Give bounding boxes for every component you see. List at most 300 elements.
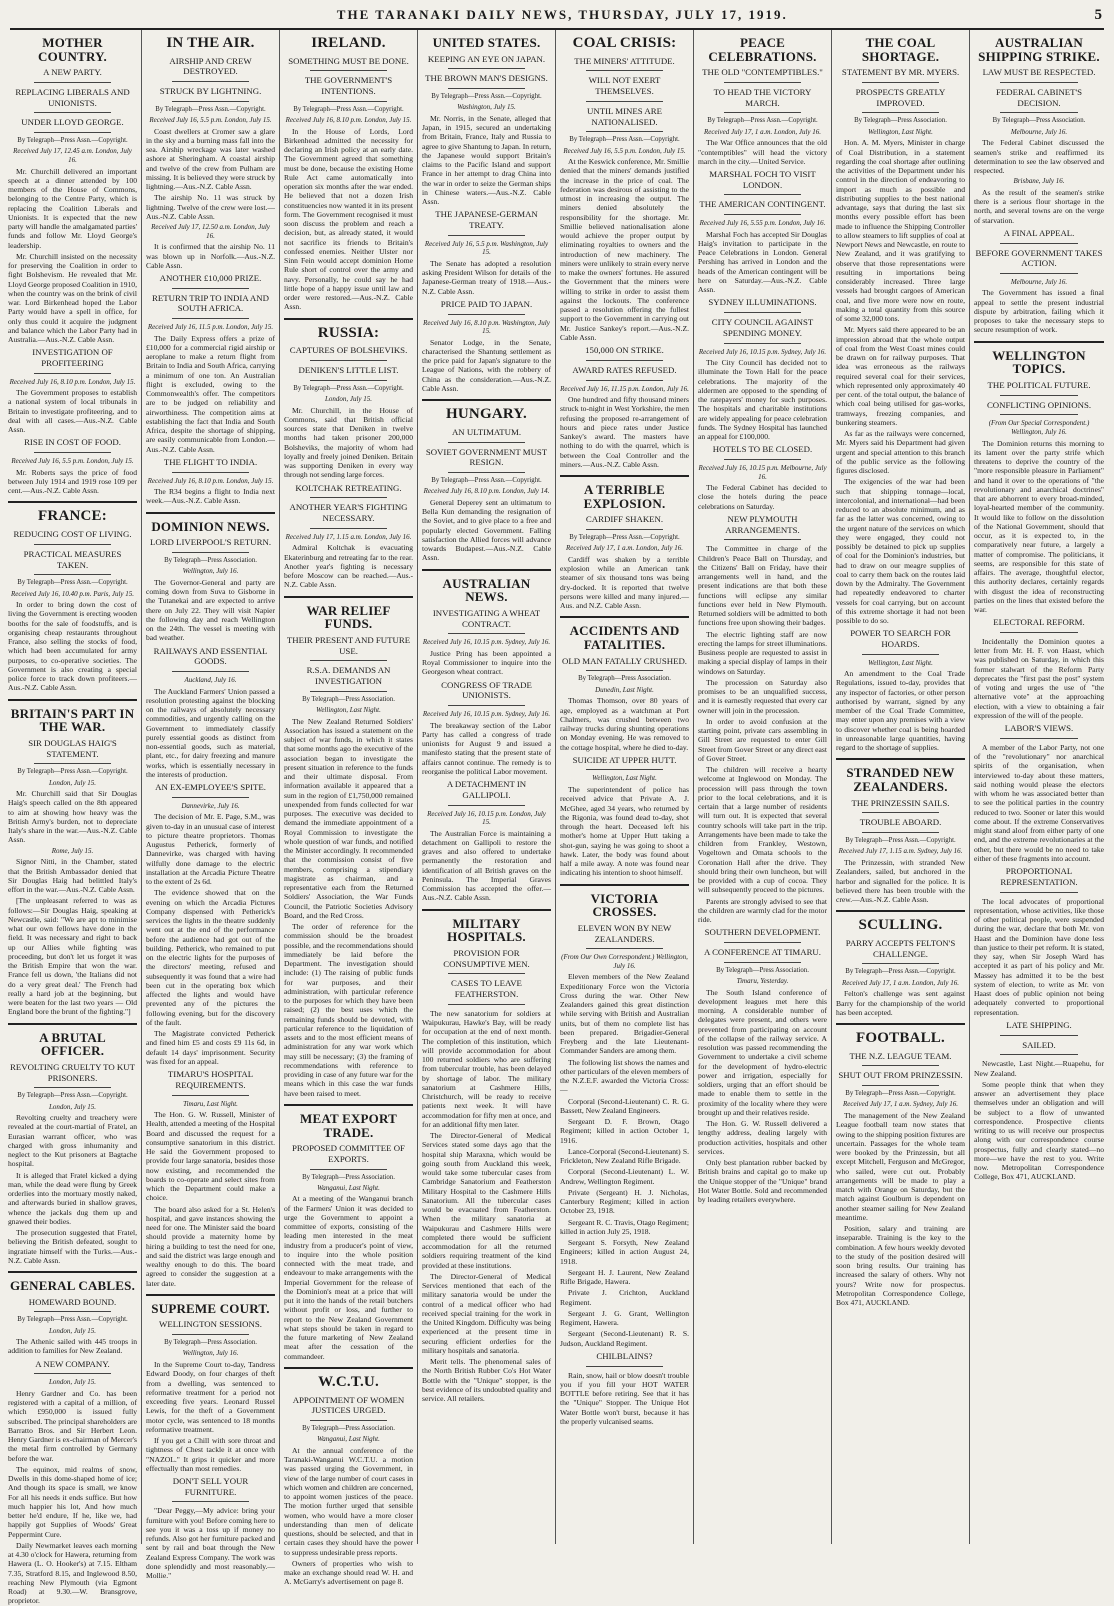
article-paragraph: The Committee in charge of the Children's Peace Ball on Thursday, and the Citizens' Ball on Friday, have their arrangements well in hand, and the present indications are that both these functions will eclipse any similar functions ever held in New Plymouth. Returned soldiers will be admitted to both functions free upon showing their badges. (698, 544, 827, 628)
subhead-rule (586, 101, 663, 102)
dateline: Auckland, July 16. (184, 676, 237, 685)
subhead-rule (448, 633, 525, 634)
masthead (10, 2, 1104, 30)
wire-credit: By Telegraph—Press Assn.—Copyright. (155, 105, 266, 113)
subhead-rule (724, 194, 801, 195)
subhead-rule (172, 552, 249, 553)
subhead-rule (34, 1087, 111, 1088)
subheading: A FINAL APPEAL. (1003, 227, 1075, 238)
section-headline: IN THE AIR. (166, 35, 255, 51)
subheading: AN ULTIMATUM. (451, 426, 522, 437)
article-paragraph: The Hon. G. W. Russell delivered a lengthy address, dealing largely with production activities, hospitals and other services. (698, 1119, 827, 1156)
subhead-rule (448, 88, 525, 89)
section-headline: FRANCE: (38, 508, 107, 525)
dateline: Received July 16, 10.15 p.m. Melbourne, July 16. (698, 464, 827, 481)
section-divider (422, 909, 551, 911)
article-paragraph: Mr. Myers said there appeared to be an impression abroad that the whole output of coal from the West Coast mines could be drawn on for railway purposes. That idea was erroneous as the railways required several coal for their services, which represented only approximately 40 per cent. of the total output, the balance of which coal being utilised for gas-works, tramways, freezing companies, and bunkering steamers. (836, 325, 965, 427)
section-divider (560, 475, 689, 477)
article-paragraph: Some people think that when they answer an advertisement they place themselves under an obligation and will be subject to a flow of unwanted correspondence. Prospective clients writing to us will receive our prospectus along with our correspondence course prospectus, fully and clearly stated—no more—we have the rest to you. Write now. Metropolitan Correspondence College, Box 471, AUCKLAND. (974, 1079, 1104, 1182)
subheading: SOUTHERN DEVELOPMENT. (704, 927, 821, 938)
article-paragraph: The Senate has adopted a resolution asking President Wilson for details of the Japanese-German treaty of 1918.—Aus.-N.Z. Cable Assn. (422, 258, 551, 296)
subhead-rule (1000, 395, 1078, 396)
article-paragraph: Hon. A. M. Myers, Minister in charge of Coal Distribution, in a statement regarding the coal shortage after outlining the activities of the Department under his control in the direction of endeavoring to import as much as possible and distributing supplies to the best national advantage, says that during the last six months every possible effort has been made to influence the Shipping Controller to allow steamers to lift supplies of coal at Newport News and Newcastle, en route to New Zealand, and it was gratifying to observe that those representations were resulting in importations being considerably increased. Three large vessels had brought cargoes of American coal, and five more were now en route, making a total quantity from this source of some 32,000 tons. (836, 138, 965, 323)
dateline: Wellington, Last Night. (592, 774, 657, 783)
subhead-rule (1000, 414, 1078, 415)
subhead-rule (34, 1311, 111, 1312)
dateline: Dannevirke, July 16. (181, 801, 240, 810)
subheading: HOMEWARD BOUND. (28, 1296, 117, 1307)
article-paragraph: The Daily Express offers a prize of £10,000 for a commercial rigid airship or aeroplane to make a return flight from Britain to India and South Africa, carrying a minimum of one ton. An Australian flight is excluded, owing to the Commonwealth's offer. The competitors are to be judged on reliability and airworthiness. The competition aims at establishing the fact that India and South Africa, despite the shortage of shipping, are easily communicable from London.—Aus.-N.Z. Cable Assn. (146, 333, 275, 454)
article-paragraph: The superintendent of police has received advice that Private A. J. McGhee, aged 34 years, who returned by the Rigonia, was found dead to-day, shot through the heart. Deceased left his mother's home at Upper Hutt taking a shot-gun, saying he was going to shoot a hawk. Later, the body was found about half a mile away. A note was found near indicating his intention to shoot himself. (560, 785, 689, 878)
subheading: LATE SHIPPING. (1006, 1019, 1072, 1030)
article-paragraph: The War Office announces that the old "contemptibles" will head the victory march in the city.—United Service. (698, 138, 827, 166)
subhead-rule (34, 112, 111, 113)
subhead-rule (448, 235, 525, 236)
article-paragraph: Private J. Crichton, Auckland Regiment. (560, 1288, 689, 1307)
wire-credit: By Telegraph—Press Assn.—Copyright. (17, 1092, 128, 1100)
subhead-rule (172, 101, 249, 102)
subheading: A DETACHMENT IN GALLIPOLI. (446, 779, 527, 800)
subhead-rule (310, 691, 387, 692)
wire-credit: By Telegraph—Press Assn.—Copyright. (17, 579, 128, 587)
dateline: Received July 16, 11.5 p.m. London, July 15. (147, 323, 274, 332)
article-paragraph: The R34 begins a flight to India next week.—Aus.-N.Z. Cable Assn. (146, 487, 275, 506)
section-headline: AUSTRALIAN SHIPPING STRIKE. (978, 35, 1100, 64)
wire-credit: By Telegraph—Press Association. (992, 117, 1086, 125)
article-paragraph: If you get a Chill with sore throat and tightness of Chest tackle it at once with "NAZOL." It grips it quicker and more effectually than most remedies. (146, 1436, 275, 1473)
subheading: THE FLIGHT TO INDIA. (163, 456, 258, 467)
dateline: Wellington, Last Night. (868, 658, 933, 667)
section-headline: UNITED STATES. (432, 35, 541, 50)
subheading: THE BROWN MAN'S DESIGNS. (425, 73, 548, 84)
dateline: Melbourne, July 16. (1010, 277, 1068, 286)
section-headline: STRANDED NEW ZEALANDERS. (846, 765, 955, 795)
subhead-rule (862, 1065, 939, 1066)
column-6 (694, 30, 832, 1544)
article-paragraph: The procession on Saturday also promises to be an unqualified success, and it is earnestly requested that every car owner will join in the procession. (698, 677, 827, 715)
article-paragraph: Sergeant D. F. Brown, Otago Regiment; killed in action October 1, 1916. (560, 1117, 689, 1145)
article-paragraph: Cardiff was shaken by a terrible explosion while an American tank steamer of six thousand tons was being dry-docked. It is reported that twelve persons were killed and many injured.—Aus. and N.Z. Cable Assn. (560, 554, 689, 611)
article-paragraph: The Government has issued a final appeal to settle the present industrial dispute by arbitration, failing which it proposes to take the necessary steps to secure resumption of work. (974, 288, 1104, 335)
subhead-rule (1000, 738, 1078, 739)
wire-credit: By Telegraph—Press Association. (302, 1173, 395, 1181)
subheading: A CONFERENCE AT TIMARU. (704, 947, 821, 958)
subhead-rule (172, 1095, 249, 1096)
article-paragraph: It is confirmed that the airship No. 11 was blown up in Norfolk.—Aus.-N.Z. Cable Assn. (146, 242, 275, 270)
dateline: Wellington, Last Night. (316, 706, 381, 715)
article-paragraph: The new sanatorium for soldiers at Waipukurau, Hawke's Bay, will be ready for occupation at the end of next month. The completion of this institution, which will provide accommodation for about 100 returned soldiers who are suffering from tubercular trouble, has been delayed by shortage of labor. The military sanatorium at Cashmere Hills, Christchurch, will be ready to receive patients next week. It will have accommodation for fifty men at once, and for an additional fifty men later. (422, 1008, 551, 1129)
dateline: Received July 17, 1 a.m. London, July 16. (565, 544, 684, 553)
section-divider (836, 758, 965, 760)
article-paragraph: The equinox, mid realms of snow, Dwells in this dome-shaped home of ice; And though its space is small, we know For all his needs it ends suffice. But how much happier his lot, And how much better he'd endure, If he, like we, had happily got Supplies of Woods' Great Peppermint Cure. (8, 1464, 137, 1539)
subhead-rule (310, 101, 387, 102)
subhead-rule (724, 343, 801, 344)
article-paragraph: Merit tells. The phenomenal sales of the North British Rubber Co's Hot Water Bottle with the "Unique" stopper, is the best evidence of its undoubted quality and service. All retailers. (422, 1357, 551, 1404)
subheading: CONGRESS OF TRADE UNIONISTS. (441, 679, 532, 701)
subhead-rule (172, 472, 249, 473)
section-headline: MOTHER COUNTRY. (38, 35, 107, 64)
dateline: Wanganui, Last Night. (317, 1435, 380, 1444)
subhead-rule (448, 805, 525, 806)
dateline: Received July 17, 1 a.m. London, July 16. (841, 978, 960, 987)
wire-credit: By Telegraph—Press Assn.—Copyright. (845, 1090, 956, 1098)
wire-credit: By Telegraph—Press Assn.—Copyright. (17, 137, 128, 145)
dateline: (From Our Special Correspondent.) Wellington, July 16. (988, 419, 1090, 436)
dateline: Timaru, Last Night. (183, 1099, 238, 1108)
article-paragraph: The Federal Cabinet has decided to close the hotels during the peace celebrations on Saturday. (698, 483, 827, 511)
article-paragraph: The Australian Force is maintaining a detachment on Gallipoli to restore the graves and also offered to undertake permanently the restoration and identification of all British graves on the Peninsula. The Imperial Graves Commission has accepted the offer.—Aus.-N.Z. Cable Assn. (422, 828, 551, 903)
subheading: INVESTIGATING A WHEAT CONTRACT. (432, 607, 541, 629)
subhead-rule (862, 112, 939, 113)
wire-credit: By Telegraph—Press Association. (716, 966, 809, 974)
dateline: London, July 15. (324, 395, 373, 404)
article-paragraph: The Auckland Farmers' Union passed a resolution protesting against the blocking on the railways of absolutely necessary commodities, and urgently calling on the Government to immediately classify purely essential goods as distinct from non-essential goods, such as material, plant, etc., for dairy freezing and manure works, which is essentially necessary in the interests of production. (146, 686, 275, 779)
article-paragraph: The evidence showed that on the evening on which the Arcadia Pictures Company dispensed with Petherick's services the lights in the theatre suddenly went out at the end of the performance before the audience had got out of the building. Petherick, who remained to put on the electric lights for the purposes of the directors' meeting, refused and subsequently it was found that a wire had been cut in the operating box which affected the lights and would have prevented any of the pictures the following evening, but for the discovery of the fault. (146, 888, 275, 1027)
subhead-rule (862, 82, 939, 83)
article-paragraph: [The unpleasant referred to was as follows:—Sir Douglas Haig, speaking at Newcastle, said: "We are apt to minimise what our own fellows have done in the field. It was necessary and right to back up our Allies while fighting was proceeding, but don't let us forget it was the British Empire that won the war. France fell us down, 'the Italians did not do a very great deal.' The French had really a hard job at the beginning, but were beaten for the last two years — Old England bore the brunt of the fighting."] (8, 896, 137, 1017)
subheading: SIR DOUGLAS HAIG'S STATEMENT. (28, 737, 117, 759)
section-headline: BRITAIN'S PART IN THE WAR. (10, 705, 135, 735)
section-divider (284, 596, 413, 598)
wire-credit: By Telegraph—Press Assn.—Copyright. (431, 93, 542, 101)
wire-credit: By Telegraph—Press Assn.—Copyright. (17, 1316, 128, 1324)
subheading: REDUCING COST OF LIVING. (13, 529, 132, 540)
dateline: Received July 16, 11.15 p.m. London, July 16. (560, 384, 689, 393)
dateline: Received July 16, 10.15 p.m. Sydney, July 16. (422, 638, 551, 647)
subhead-rule (724, 214, 801, 215)
dateline: Received July 17, 12.50 a.m. London, July 16. (151, 223, 270, 240)
section-headline: A TERRIBLE EXPLOSION. (583, 482, 666, 511)
section-headline: MEAT EXPORT TRADE. (300, 1110, 397, 1140)
subhead-rule (34, 132, 111, 133)
subhead-rule (172, 318, 249, 319)
article-paragraph: Daily Newmarket leaves each morning at 4.30 o'clock for Hawera, returning from Hawera (L. O. Hooker's) at 7.15. Eltham 7.35, Stratford 8.15, and Inglewood 8.50, reaching New Plymouth (via Egmont Road) at 9.30.—W. Bransgrove, proprietor. (8, 1540, 137, 1606)
article-paragraph: As the result of the seamen's strike there is a serious flour shortage in the north, and several towns are on the verge of starvation. (974, 187, 1104, 225)
article-paragraph: The Director-General of Medical Services mentioned that each of the military sanatoria would be under the control of a medical officer who had received special training for the work in the United Kingdom. Difficulty was being experienced at the present time in securing efficient orderlies for the military hospitals and sanatoria. (422, 1271, 551, 1355)
article-paragraph: Justice Pring has been appointed a Royal Commissioner to inquire into the Georgeson wheat contract. (422, 648, 551, 677)
dateline: Melbourne, July 16. (1010, 127, 1068, 136)
dateline: Received July 16, 10.15 p.m. Sydney, July 16. (698, 347, 827, 356)
wire-credit: By Telegraph—Press Assn.—Copyright. (569, 136, 680, 144)
section-divider (836, 1023, 965, 1025)
article-paragraph: Corporal (Second-Lieutenant) L. W. Andrew, Wellington Regiment. (560, 1167, 689, 1186)
dateline: London, July 15. (48, 1102, 97, 1111)
section-headline: MILITARY HOSPITALS. (447, 915, 526, 945)
subheading: AIRSHIP AND CREW DESTROYED. (169, 55, 252, 77)
dateline: London, July 15. (48, 1378, 97, 1387)
article-paragraph: "Dear Peggy,—My advice: bring your furniture with you! Before coming here to see you it was a toss up if money no refunds. Also got her furniture packed and sent by rail and boat through the New Zealand Express Company. The work was done splendidly and most reasonably.—Mollie." (146, 1506, 275, 1581)
dateline: Wellington, July 16. (182, 567, 239, 576)
subhead-rule (586, 529, 663, 530)
subhead-rule (862, 654, 939, 655)
section-divider (836, 910, 965, 912)
subhead-rule (172, 1501, 249, 1502)
subheading: THE MINERS' ATTITUDE. (574, 55, 675, 66)
article-paragraph: Mr. Norris, in the Senate, alleged that Japan, in 1915, secured an undertaking from Britain, France, Italy and Russia to agree to give Shantung to Japan. In return, the Japanese would support Britain's claims to the Pacific Island and support France in her attempt to drag China into the war in order to seize the German ships in Chinese waters.—Aus.-N.Z. Cable Assn. (422, 113, 551, 207)
article-paragraph: Coast dwellers at Cromer saw a glare in the sky and a burning mass fall into the sea. Airship wreckage was later washed ashore at Sheringham. A coastal airship and twelve of the crew from Pulham are missing. It is believed they were struck by lightning.—Aus.-N.Z. Cable Assn. (146, 126, 275, 192)
subheading: 150,000 ON STRIKE. (585, 345, 664, 356)
subheading: SOVIET GOVERNMENT MUST RESIGN. (425, 446, 548, 468)
section-divider (974, 341, 1104, 343)
subheading: WILL NOT EXERT THEMSELVES. (588, 75, 661, 97)
subhead-rule (310, 360, 387, 361)
subheading: TIMARU'S HOSPITAL REQUIREMENTS. (167, 1069, 254, 1090)
subhead-rule (724, 112, 801, 113)
article-paragraph: The airship No. 11 was struck by lightning. Twelve of the crew were lost.—Aus.-N.Z. Cable Assn. (146, 193, 275, 221)
section-divider (8, 501, 137, 503)
article-paragraph: The Director-General of Medical Services stated some days ago that the hospital ship Maraxna, which would be going south from Auckland this week, would take some tubercular cases from Cambridge Sanatorium and Featherston Military Hospital to the Cashmere Hills Sanatorium. All the tubercular cases would be evacuated from Featherston. When the military sanatoria at Waipukurau and Cashmere Hills were completed there would be sufficient accommodation for all the returned soldiers requiring treatment of the kind provided at these institutions. (422, 1131, 551, 1270)
article-paragraph: The Hon. G. W. Russell, Minister of Health, attended a meeting of the Hospital Board and discussed the request for a consumptive sanatorium in this district. He said the Government proposed to provide four large sanatoria, besides those now existing, and recommended the boards to co-operate and select sites from which the Department could make a choice. (146, 1110, 275, 1203)
article-paragraph: At the annual conference of the Taranaki-Wanganui W.C.T.U. a motion was passed urging the Government, in view of the large number of court cases in which women and children are concerned, to appoint women justices of the peace. The motion further urged that sensible women, who would have a more closer understanding than men of delicate questions, should be selected, and that in certain cases they should have the power to suppress undesirable press reports. (284, 1445, 413, 1557)
article-paragraph: Newcastle, Last Night.—Ruapehu, for New Zealand. (974, 1059, 1104, 1078)
subhead-rule (448, 705, 525, 706)
subhead-rule (1000, 82, 1078, 83)
article-paragraph: The Government proposes to establish a national system of local tribunals in Britain to investigate profiteering, and to deal with all cases.—Aus.-N.Z. Cable Assn. (8, 388, 137, 435)
section-headline: GENERAL CABLES. (9, 1278, 136, 1294)
subhead-rule (724, 962, 801, 963)
subhead-rule (310, 660, 387, 661)
subheading: PROSPECTS GREATLY IMPROVED. (855, 87, 946, 108)
subhead-rule (862, 963, 939, 964)
article-paragraph: One hundred and fifty thousand miners struck to-night in West Yorkshire, the men refusing the proposed re-arrangement of hours and piece rates under Justice Sankey's award. The masters have nothing to do with the quarrel, which is between the Coal Controller and the miners.—Aus.-N.Z. Cable Assn. (560, 395, 689, 469)
subheading: PROVISION FOR CONSUMPTIVE MEN. (443, 947, 530, 969)
subheading: RISE IN COST OF FOOD. (24, 437, 121, 448)
subhead-rule (1000, 243, 1078, 244)
section-headline: HUNGARY. (446, 406, 527, 423)
dateline: Dunedin, Last Night. (595, 685, 654, 694)
article-paragraph: Marshal Foch has accepted Sir Douglas Haig's invitation to participate in the Peace Celebrations in London. General Pershing has arrived in London and the heads of the American contingent will be here on Saturday.—Aus.-N.Z. Cable Assn. (698, 229, 827, 295)
subheading: INVESTIGATION OF PROFITEERING (32, 347, 113, 368)
dateline: Received July 16, 5.55 p.m. London, July 16. (699, 219, 826, 228)
subhead-rule (724, 459, 801, 460)
article-paragraph: The Athenic sailed with 445 troops in addition to families for New Zealand. (8, 1337, 137, 1356)
subhead-rule (448, 68, 525, 69)
subheading: PARRY ACCEPTS FELTON'S CHALLENGE. (845, 938, 956, 959)
dateline: Wellington, Last Night. (868, 127, 933, 136)
dateline: Received July 17, 1 a.m. London, July 16. (703, 127, 822, 136)
subheading: UNTIL MINES ARE NATIONALISED. (587, 105, 662, 127)
article-paragraph: The New Zealand Returned Soldiers' Association has issued a statement on the subject of war funds, in which it states that some months ago the executive of the association began to investigate the present situation in reference to the funds and their ultimate disposal. From information available it appeared that a sum in the region of £1,750,000 remained unexpended from funds collected for war purposes. The executive was decided to demand the immediate appointment of a Royal Commission to investigate the whole question of war funds, and notified the Minister accordingly. It recommended that the commission consist of five members, comprising a stipendiary magistrate as chairman, and a representative each from the Returned Soldiers' Association, the War Funds Council, the Patriotic Societies Advisory Board, and the Red Cross. (284, 716, 413, 920)
article-paragraph: As far as the railways were concerned, Mr. Myers said his Department had given urgent and special attention to this branch of the public service as the following figures disclosed. (836, 429, 965, 475)
subhead-rule (1000, 1054, 1078, 1055)
dateline: Washington, July 15. (457, 103, 516, 112)
subheading: KOLTCHAK RETREATING. (295, 482, 402, 493)
section-headline: COAL CRISIS: (572, 35, 677, 51)
section-divider (8, 1023, 137, 1025)
wire-credit: By Telegraph—Press Association. (164, 557, 257, 565)
subhead-rule (1000, 892, 1078, 893)
subheading: STATEMENT BY MR. MYERS. (841, 67, 960, 78)
article-paragraph: Thomas Thomson, over 80 years of age, employed as a watchman at Port Chalmers, was crushed between two railway trucks during shunting operations on Monday evening. He was removed to the cottage hospital, where he died to-day. (560, 696, 689, 752)
article-paragraph: The breakaway section of the Labor Party has called a congress of trade unionists for August 9 and issued a manifesto stating that the present state of affairs cannot continue. The remedy is to reorganise the political Labor movement. (422, 720, 551, 776)
subheading: THE POLITICAL FUTURE. (987, 380, 1091, 390)
subheading: CONFLICTING OPINIONS. (986, 399, 1092, 410)
subhead-rule (862, 812, 939, 813)
dateline: Received July 16, 8.10 p.m. London, July 15. (9, 377, 136, 386)
dateline: Received July 16, 8.10 p.m. London, July 14. (423, 487, 550, 496)
column-1 (4, 30, 142, 1606)
article-paragraph: The Magistrate convicted Petherick and fined him £5 and costs £9 11s 6d, in default 14 days' imprisonment. Security was fixed for an appeal. (146, 1029, 275, 1066)
subhead-rule (586, 380, 663, 381)
subheading: WELLINGTON SESSIONS. (159, 1319, 262, 1330)
dateline: Received July 16, 5.5 p.m. London, July 15. (149, 116, 272, 125)
wire-credit: By Telegraph—Press Association. (302, 1425, 395, 1433)
subheading: POWER TO SEARCH FOR HOARDS. (850, 628, 951, 649)
wire-credit: By Telegraph—Press Assn.—Copyright. (707, 117, 818, 125)
subhead-rule (448, 973, 525, 974)
article-paragraph: The Dominion returns this morning to its lament over the party strife which threatens to deprive the country of the "more responsible pleasure in Parliament" and hand it over to the operations of "the revolutionary and anarchical doctrines" that are abhorrent to every broad-minded, loyal-hearted member of the community. It would like to follow on the dissolution of the National Government, should that occur, as it is expected to, in the comparatively near future, a largely a matter of compromise. The politicians, it seems, are responsible for this state of affairs. The average, thoughtful elector, this authority declares, certainly regards with disgust the idea of reconstructing parties on the lines that existed before the war. (974, 438, 1104, 614)
article-paragraph: The following list shows the names and other particulars of the eleven members of the N.Z.E.F. awarded the Victoria Cross:— (560, 1057, 689, 1095)
subhead-rule (724, 82, 801, 83)
subhead-rule (310, 1169, 387, 1170)
subhead-rule (172, 288, 249, 289)
subheading: PRACTICAL MEASURES TAKEN. (23, 548, 122, 570)
dateline: Received July 16, 8.10 p.m. London, July 15. (147, 476, 274, 485)
dateline: Received July 17, 1.15 a.m. Sydney, July 16. (838, 847, 963, 856)
dateline: Wellington, July 16. (182, 1349, 239, 1358)
section-headline: FOOTBALL. (856, 1030, 945, 1046)
article-paragraph: Mr. Churchill insisted on the necessity for preserving the Coalition in order to fight Bolshevism. He revealed that Mr. Lloyd George proposed Coalition in 1910, when the country was on the brink of civil war. Lord Birkenhead hoped the Labor Party would have a spell in office, for only thus could it acquire the judgment and balance which the Labor Party had in Australia.—Aus.-N.Z. Cable Assn. (8, 251, 137, 344)
wire-credit: By Telegraph—Press Association. (854, 117, 947, 125)
subhead-rule (172, 671, 249, 672)
article-paragraph: Felton's challenge was sent against Barry for the championship of the world has been accepted. (836, 989, 965, 1017)
subheading: NEW PLYMOUTH ARRANGEMENTS. (725, 513, 800, 535)
subheading: THE OLD "CONTEMPTIBLES." (702, 67, 823, 78)
subhead-rule (34, 82, 111, 83)
article-paragraph: Eleven members of the New Zealand Expeditionary Force won the Victoria Cross during the war. Other New Zealanders gained this great distinction while serving with British and Australian units, but of them no complete list has been prepared. Brigadier-General Freyberg and the late Lieutenant-Commander Sanders are among them. (560, 972, 689, 1056)
subheading: LAW MUST BE RESPECTED. (982, 67, 1096, 78)
article-paragraph: Mr. Churchill said that Sir Douglas Haig's speech called on the 8th appeared to aim at showing how heavy was the British Army's burden, not to depreciate Italy's share in the war.—Aus.-N.Z. Cable Assn. (8, 789, 137, 845)
subhead-rule (34, 373, 111, 374)
section-headline: SUPREME COURT. (151, 1300, 270, 1316)
subhead-rule (310, 1420, 387, 1421)
subheading: REVOLTING CRUELTY TO KUT PRISONERS. (9, 1061, 136, 1083)
subhead-rule (448, 442, 525, 443)
article-paragraph: The decision of Mr. E. Page, S.M., was given to-day in an unusual case of interest to picture theatre proprietors. Thomas Augustus Petherick, formerly of Dannevirke, was charged with having wilfully done damage to the electric installation at the Arcadia Picture Theatre to the extent of 2s 6d. (146, 812, 275, 887)
column-3 (280, 30, 418, 1587)
article-paragraph: Signor Nitti, in the Chamber, stated that the British Ambassador denied that Sir Douglas Haig had belittled Italy's effort in the war.—Aus.-N.Z. Cable Assn. (8, 857, 137, 894)
subheading: LABOR'S VIEWS. (1004, 723, 1074, 734)
subhead-rule (724, 942, 801, 943)
dateline: Received July 16, 10.15 p.m. Sydney, July 16. (422, 710, 551, 719)
dateline: Rome, July 15. (51, 846, 94, 855)
dateline: Timaru, Yesterday. (736, 977, 789, 986)
article-paragraph: Sergeant S. Forsyth, New Zealand Engineers; killed in action August 24, 1918. (560, 1238, 689, 1266)
subhead-rule (34, 544, 111, 545)
subheading: MARSHAL FOCH TO VISIT LONDON. (709, 169, 816, 190)
column-8 (970, 30, 1108, 1544)
subheading: AN EX-EMPLOYEE'S SPITE. (155, 782, 266, 793)
masthead-title: THE TARANAKI DAILY NEWS, THURSDAY, JULY 17, 1919. (336, 7, 788, 22)
column-7 (832, 30, 970, 1544)
subhead-rule (172, 81, 249, 82)
subheading: THE JAPANESE-GERMAN TREATY. (435, 209, 538, 231)
subheading: SOMETHING MUST BE DONE. (288, 55, 409, 66)
subhead-rule (310, 497, 387, 498)
wire-credit: By Telegraph—Press Association. (302, 695, 395, 703)
subheading: PRICE PAID TO JAPAN. (440, 298, 533, 309)
article-paragraph: Senator Lodge, in the Senate, characterised the Shantung settlement as the price paid for Japan's signature to the League of Nations, with the robbery of China as the consideration.—Aus.-N.Z. Cable Assn. (422, 337, 551, 393)
section-divider (8, 1271, 137, 1273)
subheading: PROPOSED COMMITTEE OF EXPORTS. (292, 1143, 405, 1164)
article-paragraph: It is alleged that Fratel kicked a dying man, while the dead were flung by Greek orderlies into the mortuary mostly naked, and afterwards buried in shallow graves, whence the jackals dug them up and gnawed their bodies. (8, 1170, 137, 1226)
dateline: Received July 16, 10.40 p.m. Paris, July 15. (10, 589, 135, 598)
wire-credit: By Telegraph—Press Association. (164, 1339, 257, 1347)
section-divider (422, 569, 551, 571)
article-paragraph: The local advocates of proportional representation, whose activities, like those of other political people, were suspended during the war, declare that both Mr. von Haast and the Dominion have done less than justice to their pet reform. It is stated, they say, when Sir Joseph Ward has accepted it as part of his policy and Mr. Massey has admitted it to be the best system of election, to write as Mr. von Haast does of public opinion not being adequately converted to proportional representation. (974, 896, 1104, 1017)
subhead-rule (172, 797, 249, 798)
subheading: CITY COUNCIL AGAINST SPENDING MONEY. (711, 317, 814, 338)
article-paragraph: Parents are strongly advised to see that the children are warmly clad for the motor ride. (698, 896, 827, 925)
subheading: SUICIDE AT UPPER HUTT. (572, 754, 677, 765)
article-paragraph: In order to avoid confusion at the starting point, private cars assembling in Gill Street are requested to enter Gill Street from Gover Street or any direct east of Gover Street. (698, 716, 827, 763)
subheading: CAPTURES OF BOLSHEVIKS. (289, 345, 408, 356)
page-number: 5 (1094, 6, 1104, 23)
dateline: Received July 16, 5.5 p.m. London, July 15. (563, 146, 686, 155)
article-paragraph: Lance-Corporal (Second-Lieutenant) S. Frickleton, New Zealand Rifle Brigade. (560, 1146, 689, 1166)
section-divider (146, 512, 275, 514)
wire-credit: By Telegraph—Press Assn.—Copyright. (17, 768, 128, 776)
subhead-rule (448, 1004, 525, 1005)
section-headline: ACCIDENTS AND FATALITIES. (569, 623, 680, 653)
subhead-rule (724, 539, 801, 540)
dateline: Received July 16, 8.10 p.m. Washington, July 15. (423, 318, 550, 336)
subhead-rule (724, 312, 801, 313)
dateline: Received July 16, 5.5 p.m. Washington, July 15. (424, 239, 549, 257)
subhead-rule (1000, 273, 1078, 274)
column-5 (556, 30, 694, 1544)
article-paragraph: Owners of properties who wish to make an exchange should read W. H. and A. McGarry's advertisement on page 8. (284, 1558, 413, 1587)
article-paragraph: At a meeting of the Wanganui branch of the Farmers' Union it was decided to urge the Government to appoint a committee of exports, consisting of the leading men interested in the meat industry from a producer's point of view, to inquire into the whole position connected with the meat trade, and endeavour to make arrangements with the Imperial Government for the release of the Dominion's meat at a price that will put it into the hands of the retail butchers without profit or loss, and further to report to the New Zealand Government what steps should be taken in regard to the future marketing of New Zealand meat after the cessation of the commandeer. (284, 1194, 413, 1361)
section-headline: WELLINGTON TOPICS. (992, 347, 1086, 377)
article-paragraph: At the Keswick conference, Mr. Smillie denied that the miners' demands justified the increase in the price of coal. The federation was desirous of assisting to the utmost in increasing the output. The miners denied absolutely the responsibility for the shortage. Mr. Smillie believed nationalisation alone would achieve the proper output by eliminating royalties to owners and the introduction of new machinery. The miners were unlikely to strain every nerve to make the owners' fortunes. He assured the Government that the miners were willing to strike in order to assist them against the lockouts. The conference passed a resolution offering the fullest support to the Government in carrying out Mr. Justice Sankey's report.—Aus.-N.Z. Cable Assn. (560, 157, 689, 342)
subhead-rule (586, 131, 663, 132)
article-paragraph: General Deperey sent an ultimatum to Bella Kun demanding the resignation of the Soviet, and to give place to a free and popularly elected Government. Falling satisfaction the Allied forces will advance towards Budapest.—Aus.-N.Z. Cable Assn. (422, 497, 551, 563)
article-paragraph: The electric lighting staff are now erecting the lamps for street illuminations. Business people are requested to assist in making a special display of lamps in their windows on Saturday. (698, 629, 827, 676)
article-paragraph: Mr. Roberts says the price of food between July 1914 and 1919 rose 109 per cent.—Aus.-N.Z. Cable Assn. (8, 467, 137, 496)
article-paragraph: Revolting cruelty and treachery were revealed at the court-martial of Fratel, an Eurasian warrant officer, who was charged with gross inhumanity and neglect to the Kut prisoners at Bagtache hospital. (8, 1113, 137, 1169)
section-divider (560, 616, 689, 618)
subheading: BEFORE GOVERNMENT TAKES ACTION. (975, 247, 1103, 269)
columns-container (4, 30, 1110, 1606)
dateline: Received July 17, 12.45 a.m. London, July 16. (13, 147, 132, 164)
subheading: OLD MAN FATALLY CRUSHED. (562, 655, 687, 666)
column-4 (418, 30, 556, 1544)
subheading: APPOINTMENT OF WOMEN JUSTICES URGED. (292, 1394, 405, 1416)
subhead-rule (862, 1085, 939, 1086)
subhead-rule (586, 1366, 663, 1367)
article-paragraph: The Federal Cabinet discussed the seamen's strike and reaffirmed its determination to see the law observed and respected. (974, 138, 1104, 175)
dateline: Received July 16, 5.5 p.m. London, July 15. (11, 457, 134, 466)
section-divider (284, 1104, 413, 1106)
dateline: Received July 17, 1 a.m. Sydney, July 16. (842, 1100, 959, 1109)
subheading: ANOTHER YEAR'S FIGHTING NECESSARY. (289, 502, 408, 524)
wire-credit: By Telegraph—Press Assn.—Copyright. (431, 477, 542, 485)
section-headline: VICTORIA CROSSES. (590, 890, 659, 920)
subhead-rule (448, 314, 525, 315)
wire-credit: By Telegraph—Press Assn.—Copyright. (569, 534, 680, 542)
subhead-rule (448, 472, 525, 473)
section-divider (8, 699, 137, 701)
section-headline: SCULLING. (858, 917, 943, 934)
subheading: RETURN TRIP TO INDIA AND SOUTH AFRICA. (152, 292, 269, 314)
article-paragraph: The board also asked for a St. Helen's hospital, and gave instances showing the need for one. The Minister said the board should provide a maternity home by hiring a building to test the need for one, and said the district was large enough and wealthy enough to do this. The board agreed to consider the suggestion at a later date. (146, 1204, 275, 1288)
section-divider (422, 399, 551, 401)
subheading: CHILBLAINS? (596, 1350, 653, 1361)
wire-credit: By Telegraph—Press Association. (578, 675, 671, 683)
subheading: TROUBLE ABOARD. (859, 817, 942, 828)
wire-credit: By Telegraph—Press Assn.—Copyright. (845, 968, 956, 976)
